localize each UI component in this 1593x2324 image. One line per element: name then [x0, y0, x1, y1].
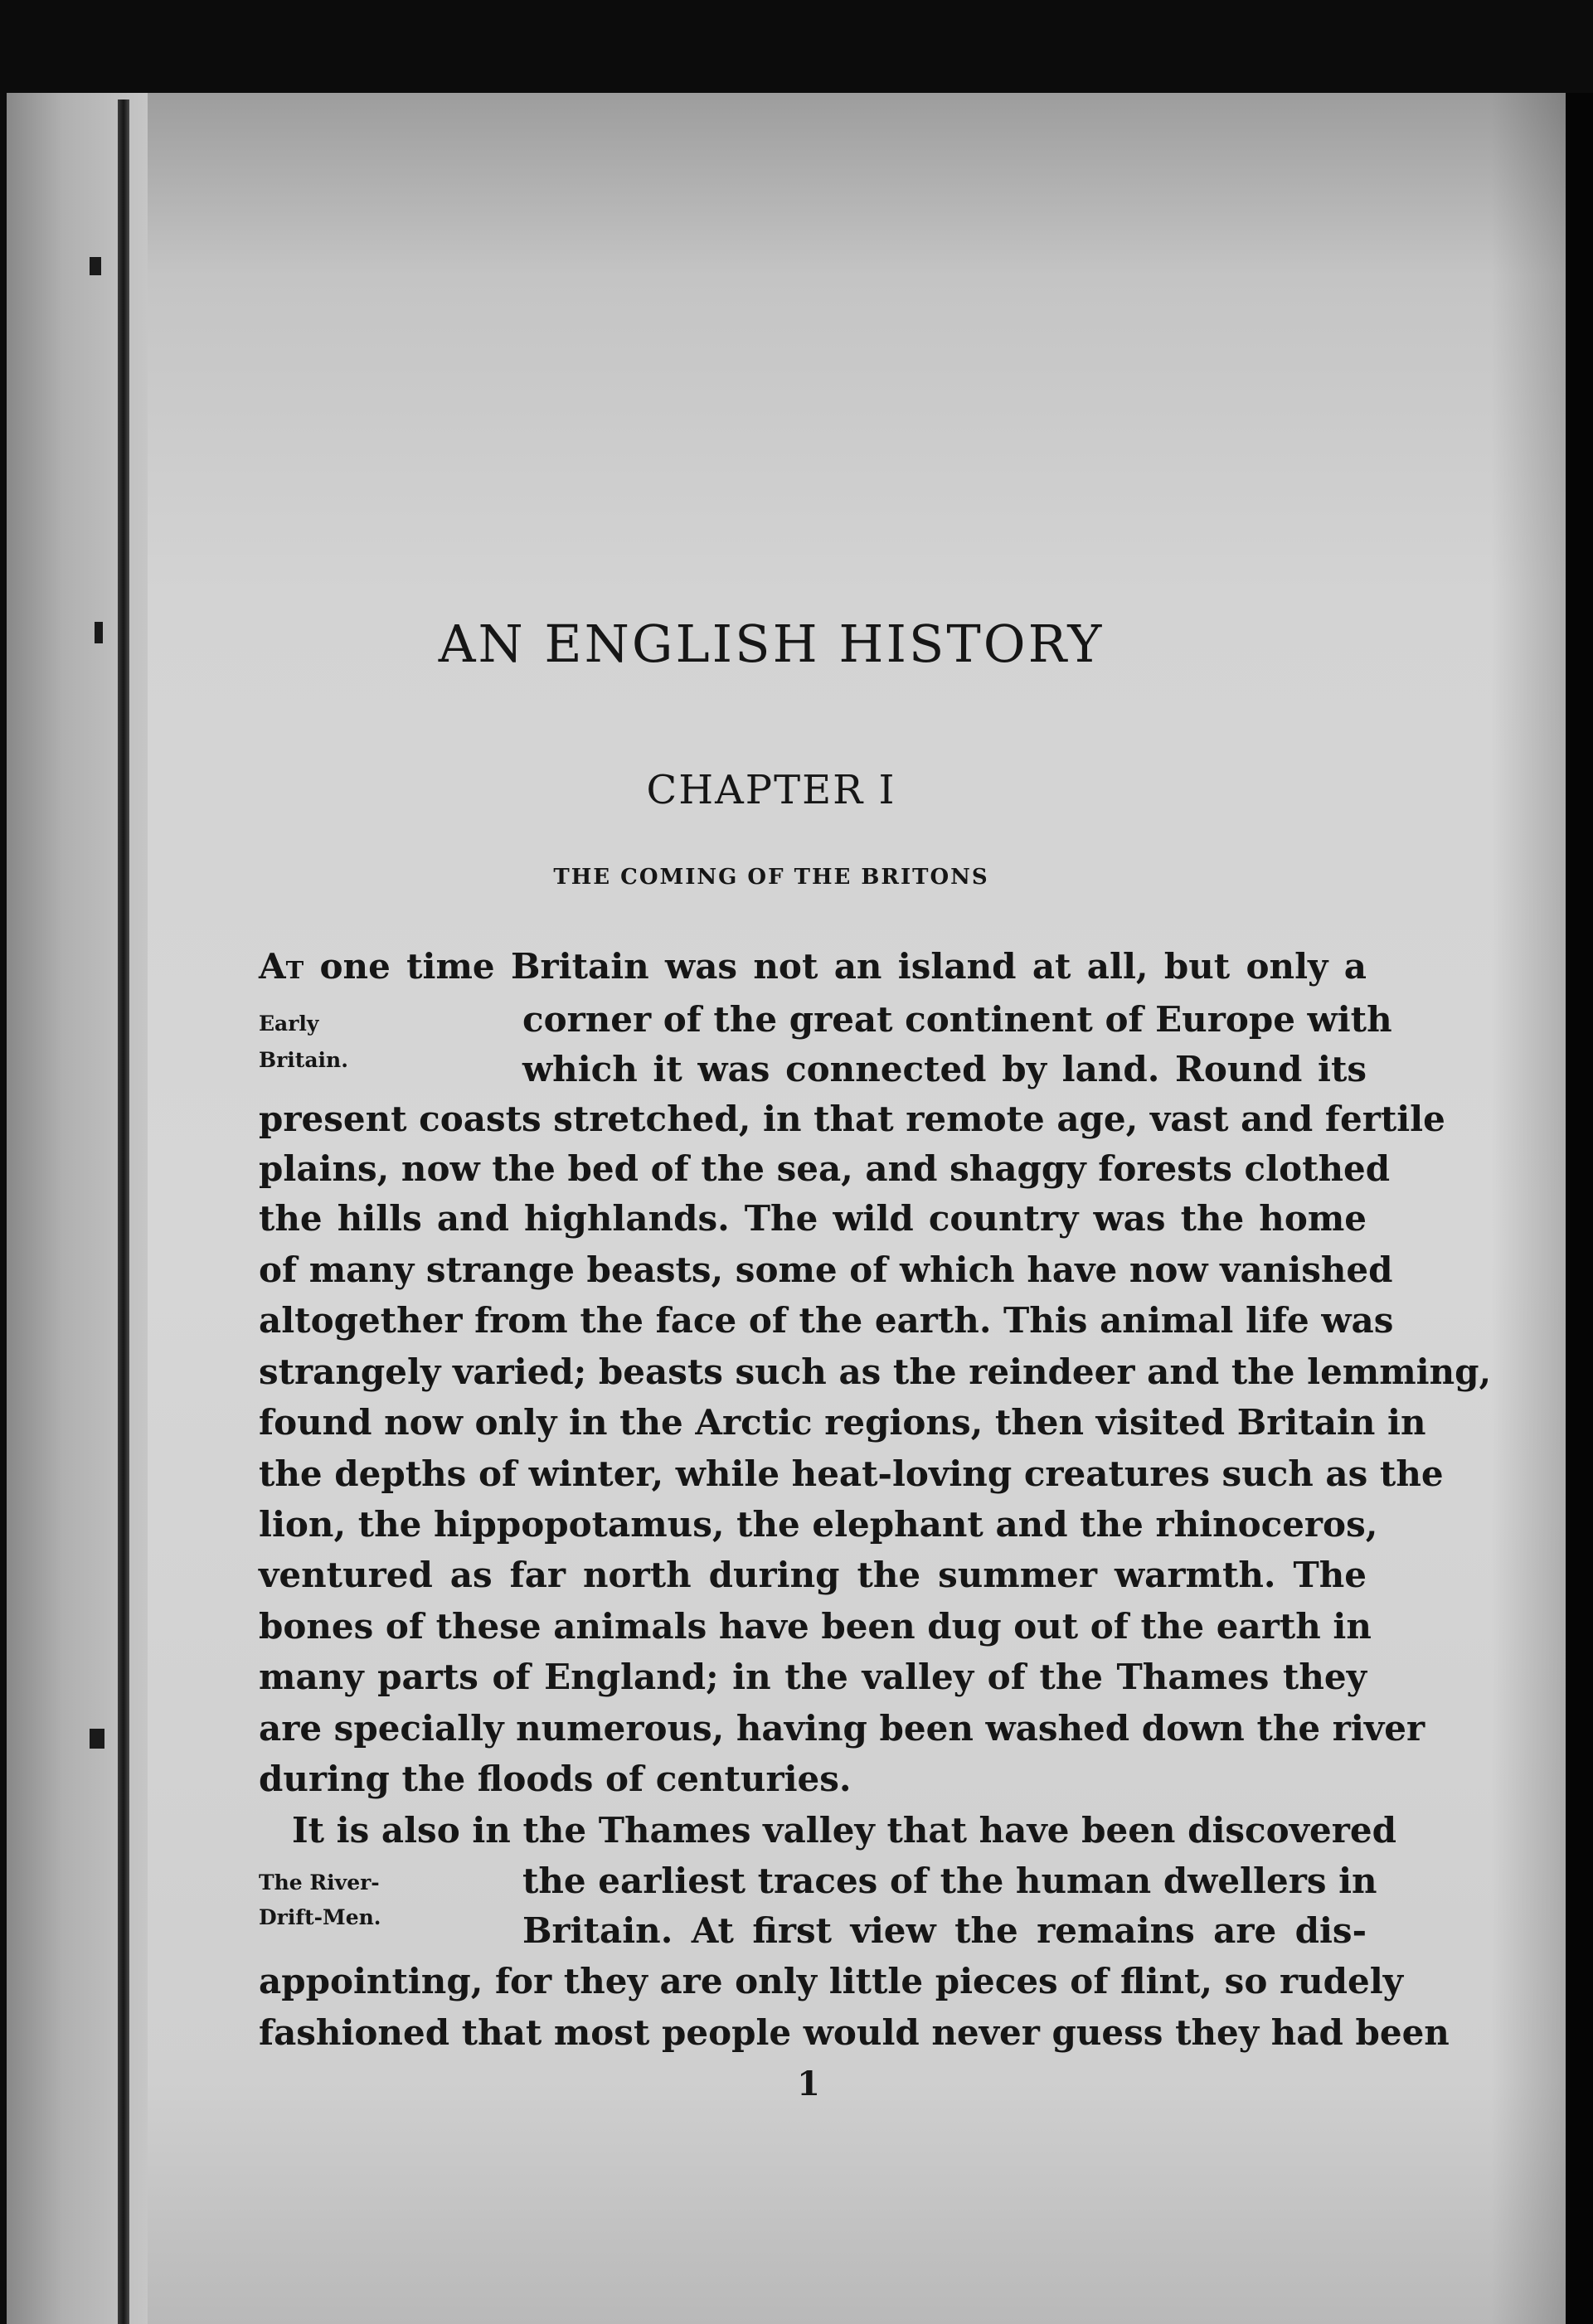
paragraph-line: the hills and highlands. The wild country was the home [259, 1198, 1367, 1239]
paragraph-line: lion, the hippopotamus, the elephant and the rhinoceros, [259, 1504, 1378, 1545]
paragraph-line [259, 944, 1367, 990]
sidenote-river-drift-men-1: The River- [259, 1870, 380, 1895]
paragraph-line: many parts of England; in the valley of the Thames they [259, 1657, 1367, 1697]
paragraph-line: appointing, for they are only little pieces of flint, so rudely [259, 1961, 1404, 2001]
paragraph-line: fashioned that most people would never guess they had been [259, 2012, 1450, 2053]
page-number: 1 [797, 2064, 820, 2103]
page-edge [1566, 93, 1593, 2324]
margin-mark [90, 257, 101, 275]
paragraph-line: the depths of winter, while heat-loving creatures such as the [259, 1453, 1444, 1494]
paragraph-line: corner of the great continent of Europe with [522, 999, 1392, 1040]
margin-mark [90, 1729, 104, 1749]
sidenote-river-drift-men-2: Drift-Men. [259, 1905, 381, 1929]
sidenote-early-britain-1: Early [259, 1012, 319, 1036]
paragraph-line: It is also in the Thames valley that have been discovered [292, 1810, 1396, 1851]
paragraph-line: found now only in the Arctic regions, then visited Britain in [259, 1402, 1426, 1443]
paragraph-line: the earliest traces of the human dwellers in [522, 1861, 1377, 1901]
sidenote-early-britain-2: Britain. [259, 1048, 348, 1072]
paragraph-line: present coasts stretched, in that remote age, vast and fertile [259, 1099, 1445, 1139]
margin-mark [95, 622, 103, 643]
binding-edge [118, 99, 129, 2324]
line-text: one time Britain was not an island at all, but only a [304, 946, 1367, 987]
paragraph-line: during the floods of centuries. [259, 1759, 852, 1799]
paragraph-line: of many strange beasts, some of which have now vanished [259, 1249, 1393, 1290]
paragraph-line: bones of these animals have been dug out of the earth in [259, 1606, 1372, 1647]
paragraph-line: plains, now the bed of the sea, and shaggy forests clothed [259, 1148, 1391, 1189]
paragraph-line: are specially numerous, having been washed down the river [259, 1708, 1425, 1749]
page-shadow [1491, 93, 1566, 2324]
book-title: AN ENGLISH HISTORY [438, 614, 1105, 674]
paragraph-line: ventured as far north during the summer warmth. The [259, 1555, 1367, 1595]
chapter-title: THE COMING OF THE BRITONS [553, 865, 989, 890]
chapter-heading: CHAPTER I [646, 767, 896, 813]
paragraph-line: Britain. At first view the remains are dis- [522, 1910, 1367, 1951]
paragraph-line: which it was connected by land. Round its [522, 1049, 1367, 1089]
paragraph-line: altogether from the face of the earth. This animal life was [259, 1300, 1394, 1341]
opening-word: At [259, 946, 304, 987]
paragraph-line: strangely varied; beasts such as the reindeer and the lemming, [259, 1351, 1492, 1392]
